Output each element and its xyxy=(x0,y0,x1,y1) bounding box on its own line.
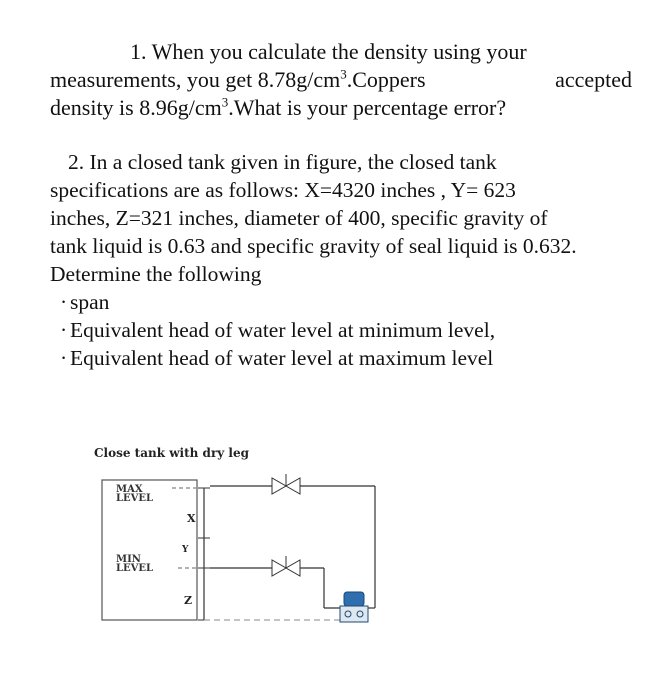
question-2-line: tank liquid is 0.63 and specific gravity of seal liquid is 0.632. xyxy=(50,234,577,258)
max-label-1: MAX xyxy=(116,484,143,495)
transmitter-body-icon xyxy=(340,606,368,622)
question-1-text-2: measurements, you get 8.78g/cm xyxy=(50,67,341,92)
question-1-line-3 xyxy=(50,94,632,122)
bullet-dot-icon: · xyxy=(60,346,68,370)
question-1-text-2c: accepted xyxy=(555,67,632,92)
superscript-3: 3 xyxy=(340,66,347,82)
top-valve-left-icon xyxy=(272,478,286,494)
bullet-text: span xyxy=(70,290,110,314)
question-1-text-3: density is 8.96g/cm xyxy=(50,95,222,120)
bullet-dot-icon: · xyxy=(60,290,68,314)
question-1-text-2b: .Coppers xyxy=(346,67,426,92)
x-label: X xyxy=(187,512,196,525)
min-label-1: MIN xyxy=(116,554,141,565)
question-2-line: 2. In a closed tank given in figure, the closed tank xyxy=(68,150,497,174)
question-1-text-1: When you calculate the density using your xyxy=(151,39,527,64)
bottom-valve-left-icon xyxy=(272,560,286,576)
question-2-line: inches, Z=321 inches, diameter of 400, specific gravity of xyxy=(50,206,548,230)
max-label-2: LEVEL xyxy=(116,493,154,504)
question-1-line-1 xyxy=(50,38,632,66)
tank-diagram-svg xyxy=(92,440,432,640)
question-2-line: Determine the following xyxy=(50,262,262,286)
bullet-item xyxy=(50,288,640,316)
question-2-line: specifications are as follows: X=4320 inches , Y= 623 xyxy=(50,178,516,202)
transmitter-head-icon xyxy=(344,592,364,606)
bullet-text: Equivalent head of water level at minimum level, xyxy=(70,318,496,342)
min-label-2: LEVEL xyxy=(116,563,154,574)
superscript-3b: 3 xyxy=(221,94,229,110)
z-label: Z xyxy=(184,594,193,607)
y-label: Y xyxy=(182,545,189,555)
top-valve-right-icon xyxy=(286,478,300,494)
bullet-text: Equivalent head of water level at maximum level xyxy=(70,346,494,370)
bullet-dot-icon: · xyxy=(60,318,68,342)
question-1 xyxy=(50,38,632,122)
question-1-number: 1. xyxy=(130,39,147,64)
question-2 xyxy=(50,148,640,372)
bullet-item xyxy=(50,344,640,372)
bottom-valve-right-icon xyxy=(286,560,300,576)
bullet-item xyxy=(50,316,640,344)
tank-diagram xyxy=(92,440,432,640)
question-1-text-3b: .What is your percentage error? xyxy=(228,95,507,120)
diagram-title: Close tank with dry leg xyxy=(94,446,249,460)
question-1-line-2 xyxy=(50,66,632,94)
